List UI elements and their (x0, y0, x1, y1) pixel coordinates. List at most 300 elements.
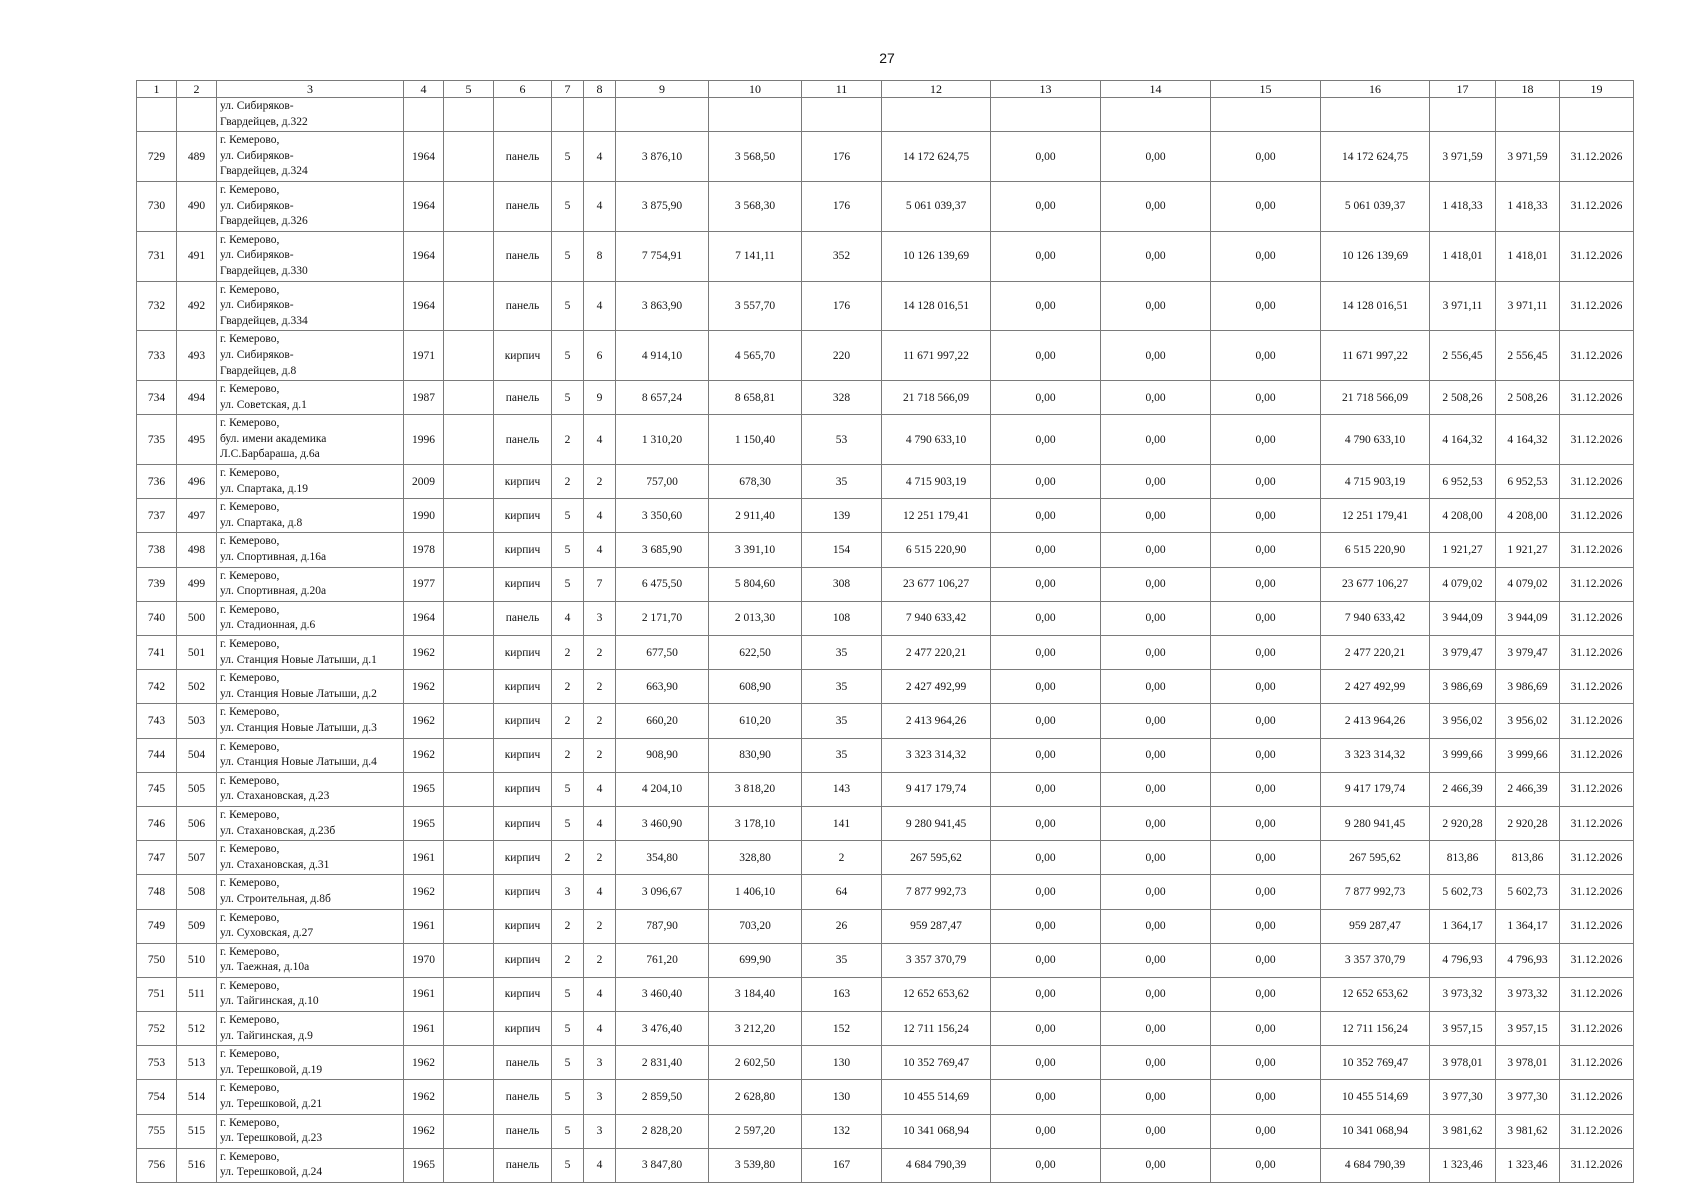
cell-col-12: 11 671 997,22 (882, 331, 991, 381)
cell-col-14: 0,00 (1101, 331, 1211, 381)
cell-col-9: 660,20 (616, 704, 709, 738)
cell-col-10: 3 818,20 (709, 772, 802, 806)
cell-col-4: 1962 (404, 738, 444, 772)
cell-col-6: кирпич (494, 636, 552, 670)
address-line: ул. Таежная, д.10а (220, 961, 310, 974)
address-cell (217, 772, 404, 806)
cell-col-17: 4 164,32 (1430, 415, 1496, 465)
cell-col-7: 5 (552, 231, 584, 281)
cell-col-19: 31.12.2026 (1560, 533, 1634, 567)
address-cell (217, 1012, 404, 1046)
cell-col-1: 740 (137, 601, 177, 635)
cell-col-7: 5 (552, 381, 584, 415)
cell-col-10: 7 141,11 (709, 231, 802, 281)
cell-col-10: 3 391,10 (709, 533, 802, 567)
address-cell (217, 601, 404, 635)
table-row (137, 943, 1634, 977)
cell-col-8: 3 (584, 1080, 616, 1114)
cell-col-17: 4 079,02 (1430, 567, 1496, 601)
cell-col-16: 12 652 653,62 (1321, 977, 1430, 1011)
cell-col-4: 1990 (404, 499, 444, 533)
cell-col-5 (444, 1114, 494, 1148)
cell-col-19: 31.12.2026 (1560, 331, 1634, 381)
cell-col-7: 2 (552, 738, 584, 772)
cell-col-17: 2 508,26 (1430, 381, 1496, 415)
address-cell (217, 567, 404, 601)
cell-col-6: панель (494, 281, 552, 331)
address-line: ул. Терешковой, д.19 (220, 1063, 323, 1076)
cell-col-14: 0,00 (1101, 806, 1211, 840)
cell-col-16: 5 061 039,37 (1321, 181, 1430, 231)
cell-col-7: 2 (552, 670, 584, 704)
cell-col-14: 0,00 (1101, 381, 1211, 415)
cell-col-9 (616, 98, 709, 132)
table-row (137, 415, 1634, 465)
cell-col-11: 130 (802, 1080, 882, 1114)
cell-col-12: 9 280 941,45 (882, 806, 991, 840)
address-line: г. Кемерово, (220, 1048, 280, 1061)
cell-col-17: 1 364,17 (1430, 909, 1496, 943)
cell-col-17: 3 957,15 (1430, 1012, 1496, 1046)
address-line: ул. Тайгинская, д.10 (220, 995, 319, 1008)
cell-col-4: 1964 (404, 231, 444, 281)
cell-col-16: 14 128 016,51 (1321, 281, 1430, 331)
cell-col-16: 2 427 492,99 (1321, 670, 1430, 704)
cell-col-1: 735 (137, 415, 177, 465)
table-row (137, 181, 1634, 231)
cell-col-18: 3 986,69 (1496, 670, 1560, 704)
address-line: г. Кемерово, (220, 1116, 280, 1129)
cell-col-2: 508 (177, 875, 217, 909)
column-number-header-row (137, 81, 1634, 98)
cell-col-8: 2 (584, 704, 616, 738)
address-line: ул. Суховская, д.27 (220, 927, 314, 940)
cell-col-12: 12 251 179,41 (882, 499, 991, 533)
cell-col-14: 0,00 (1101, 601, 1211, 635)
cell-col-16: 959 287,47 (1321, 909, 1430, 943)
cell-col-11: 130 (802, 1046, 882, 1080)
cell-col-7: 5 (552, 181, 584, 231)
cell-col-12: 4 715 903,19 (882, 465, 991, 499)
address-line: г. Кемерово, (220, 1150, 280, 1163)
cell-col-15: 0,00 (1211, 533, 1321, 567)
cell-col-9: 7 754,91 (616, 231, 709, 281)
cell-col-9: 3 685,90 (616, 533, 709, 567)
cell-col-10: 622,50 (709, 636, 802, 670)
cell-col-5 (444, 181, 494, 231)
table-row (137, 977, 1634, 1011)
cell-col-11: 2 (802, 841, 882, 875)
address-cell (217, 381, 404, 415)
address-line: ул. Тайгинская, д.9 (220, 1029, 313, 1042)
cell-col-10: 3 557,70 (709, 281, 802, 331)
cell-col-1 (137, 98, 177, 132)
cell-col-4: 1996 (404, 415, 444, 465)
cell-col-19: 31.12.2026 (1560, 465, 1634, 499)
cell-col-13: 0,00 (991, 132, 1101, 182)
cell-col-13: 0,00 (991, 567, 1101, 601)
cell-col-4: 1962 (404, 1080, 444, 1114)
cell-col-9: 3 863,90 (616, 281, 709, 331)
address-line: Гвардейцев, д.330 (220, 264, 308, 277)
cell-col-16: 9 417 179,74 (1321, 772, 1430, 806)
cell-col-6: кирпич (494, 1012, 552, 1046)
column-header-12: 12 (882, 81, 991, 98)
cell-col-14: 0,00 (1101, 943, 1211, 977)
cell-col-11: 108 (802, 601, 882, 635)
cell-col-7: 2 (552, 704, 584, 738)
cell-col-17: 1 323,46 (1430, 1148, 1496, 1182)
cell-col-18 (1496, 98, 1560, 132)
cell-col-10: 2 013,30 (709, 601, 802, 635)
cell-col-11: 35 (802, 704, 882, 738)
cell-col-15: 0,00 (1211, 670, 1321, 704)
cell-col-11: 35 (802, 738, 882, 772)
cell-col-19: 31.12.2026 (1560, 806, 1634, 840)
cell-col-10: 1 406,10 (709, 875, 802, 909)
cell-col-5 (444, 533, 494, 567)
cell-col-19: 31.12.2026 (1560, 181, 1634, 231)
cell-col-17: 1 418,33 (1430, 181, 1496, 231)
cell-col-1: 749 (137, 909, 177, 943)
cell-col-16: 21 718 566,09 (1321, 381, 1430, 415)
cell-col-12: 959 287,47 (882, 909, 991, 943)
cell-col-1: 755 (137, 1114, 177, 1148)
cell-col-7: 5 (552, 567, 584, 601)
cell-col-14: 0,00 (1101, 1148, 1211, 1182)
cell-col-5 (444, 977, 494, 1011)
cell-col-7: 2 (552, 943, 584, 977)
cell-col-6: панель (494, 381, 552, 415)
cell-col-5 (444, 636, 494, 670)
cell-col-12: 14 172 624,75 (882, 132, 991, 182)
table-row (137, 1148, 1634, 1182)
cell-col-10: 3 178,10 (709, 806, 802, 840)
cell-col-7: 5 (552, 806, 584, 840)
address-line: ул. Сибиряков- (220, 299, 294, 312)
cell-col-12: 2 413 964,26 (882, 704, 991, 738)
cell-col-11: 167 (802, 1148, 882, 1182)
address-line: Гвардейцев, д.334 (220, 314, 308, 327)
cell-col-1: 737 (137, 499, 177, 533)
cell-col-1: 753 (137, 1046, 177, 1080)
column-header-13: 13 (991, 81, 1101, 98)
cell-col-12: 5 061 039,37 (882, 181, 991, 231)
cell-col-4: 1962 (404, 636, 444, 670)
cell-col-1: 743 (137, 704, 177, 738)
cell-col-16: 23 677 106,27 (1321, 567, 1430, 601)
address-line: г. Кемерово, (220, 603, 280, 616)
cell-col-6: панель (494, 132, 552, 182)
cell-col-18: 3 971,11 (1496, 281, 1560, 331)
cell-col-15: 0,00 (1211, 1080, 1321, 1114)
cell-col-7: 2 (552, 636, 584, 670)
cell-col-15: 0,00 (1211, 281, 1321, 331)
cell-col-15: 0,00 (1211, 331, 1321, 381)
cell-col-11: 163 (802, 977, 882, 1011)
cell-col-18: 3 957,15 (1496, 1012, 1560, 1046)
cell-col-9: 3 096,67 (616, 875, 709, 909)
cell-col-5 (444, 331, 494, 381)
cell-col-18: 2 466,39 (1496, 772, 1560, 806)
cell-col-13: 0,00 (991, 381, 1101, 415)
address-cell (217, 1148, 404, 1182)
cell-col-18: 3 971,59 (1496, 132, 1560, 182)
cell-col-14: 0,00 (1101, 841, 1211, 875)
cell-col-5 (444, 231, 494, 281)
cell-col-2: 491 (177, 231, 217, 281)
cell-col-19: 31.12.2026 (1560, 281, 1634, 331)
address-line: г. Кемерово, (220, 467, 280, 480)
cell-col-12 (882, 98, 991, 132)
cell-col-2: 492 (177, 281, 217, 331)
column-header-11: 11 (802, 81, 882, 98)
cell-col-2: 504 (177, 738, 217, 772)
table-row (137, 465, 1634, 499)
cell-col-10: 3 568,30 (709, 181, 802, 231)
cell-col-6: панель (494, 231, 552, 281)
cell-col-17: 3 944,09 (1430, 601, 1496, 635)
cell-col-14: 0,00 (1101, 772, 1211, 806)
cell-col-19: 31.12.2026 (1560, 943, 1634, 977)
column-header-7: 7 (552, 81, 584, 98)
cell-col-8: 4 (584, 806, 616, 840)
cell-col-8: 4 (584, 281, 616, 331)
cell-col-8: 3 (584, 601, 616, 635)
cell-col-19: 31.12.2026 (1560, 1114, 1634, 1148)
cell-col-6: кирпич (494, 533, 552, 567)
cell-col-2: 513 (177, 1046, 217, 1080)
cell-col-16: 7 940 633,42 (1321, 601, 1430, 635)
cell-col-16: 12 251 179,41 (1321, 499, 1430, 533)
cell-col-17 (1430, 98, 1496, 132)
cell-col-6: кирпич (494, 738, 552, 772)
address-cell (217, 636, 404, 670)
cell-col-14: 0,00 (1101, 465, 1211, 499)
cell-col-19: 31.12.2026 (1560, 132, 1634, 182)
cell-col-4: 1964 (404, 601, 444, 635)
cell-col-13: 0,00 (991, 738, 1101, 772)
address-cell (217, 231, 404, 281)
cell-col-8: 2 (584, 841, 616, 875)
cell-col-5 (444, 601, 494, 635)
address-line: ул. Стахановская, д.23 (220, 790, 330, 803)
cell-col-8: 4 (584, 875, 616, 909)
cell-col-8: 2 (584, 636, 616, 670)
cell-col-15: 0,00 (1211, 636, 1321, 670)
cell-col-6: кирпич (494, 977, 552, 1011)
cell-col-13: 0,00 (991, 806, 1101, 840)
cell-col-6: кирпич (494, 875, 552, 909)
cell-col-13: 0,00 (991, 636, 1101, 670)
cell-col-15: 0,00 (1211, 1046, 1321, 1080)
address-cell (217, 132, 404, 182)
table-row (137, 567, 1634, 601)
cell-col-10: 3 568,50 (709, 132, 802, 182)
cell-col-15: 0,00 (1211, 415, 1321, 465)
cell-col-11: 176 (802, 181, 882, 231)
address-line: Гвардейцев, д.322 (220, 115, 308, 128)
cell-col-6: кирпич (494, 704, 552, 738)
cell-col-16: 3 323 314,32 (1321, 738, 1430, 772)
cell-col-2: 489 (177, 132, 217, 182)
cell-col-15: 0,00 (1211, 875, 1321, 909)
column-header-15: 15 (1211, 81, 1321, 98)
cell-col-2: 502 (177, 670, 217, 704)
cell-col-18: 3 973,32 (1496, 977, 1560, 1011)
cell-col-14: 0,00 (1101, 1114, 1211, 1148)
address-line: ул. Терешковой, д.24 (220, 1166, 323, 1179)
cell-col-2: 498 (177, 533, 217, 567)
cell-col-14: 0,00 (1101, 231, 1211, 281)
address-line: г. Кемерово, (220, 774, 280, 787)
address-line: ул. Спортивная, д.20а (220, 585, 327, 598)
cell-col-9: 4 204,10 (616, 772, 709, 806)
cell-col-7: 5 (552, 1046, 584, 1080)
address-line: ул. Сибиряков- (220, 100, 294, 112)
address-cell (217, 977, 404, 1011)
address-line: ул. Терешковой, д.21 (220, 1098, 323, 1111)
cell-col-5 (444, 499, 494, 533)
table-row (137, 1080, 1634, 1114)
cell-col-1: 733 (137, 331, 177, 381)
cell-col-15: 0,00 (1211, 465, 1321, 499)
cell-col-9: 677,50 (616, 636, 709, 670)
cell-col-17: 3 977,30 (1430, 1080, 1496, 1114)
address-line: ул. Станция Новые Латыши, д.2 (220, 687, 377, 700)
cell-col-4: 1971 (404, 331, 444, 381)
cell-col-2: 499 (177, 567, 217, 601)
cell-col-11: 139 (802, 499, 882, 533)
cell-col-15: 0,00 (1211, 499, 1321, 533)
cell-col-18: 1 418,33 (1496, 181, 1560, 231)
address-cell (217, 943, 404, 977)
address-cell (217, 1046, 404, 1080)
cell-col-12: 7 877 992,73 (882, 875, 991, 909)
cell-col-6: панель (494, 1046, 552, 1080)
cell-col-11: 152 (802, 1012, 882, 1046)
cell-col-13: 0,00 (991, 772, 1101, 806)
cell-col-5 (444, 98, 494, 132)
address-line: г. Кемерово, (220, 911, 280, 924)
address-cell (217, 1080, 404, 1114)
cell-col-17: 5 602,73 (1430, 875, 1496, 909)
cell-col-15: 0,00 (1211, 841, 1321, 875)
cell-col-18: 2 556,45 (1496, 331, 1560, 381)
cell-col-5 (444, 738, 494, 772)
cell-col-7: 4 (552, 601, 584, 635)
table-row (137, 636, 1634, 670)
address-line: г. Кемерово, (220, 383, 280, 396)
cell-col-18: 3 999,66 (1496, 738, 1560, 772)
cell-col-12: 2 427 492,99 (882, 670, 991, 704)
cell-col-11: 143 (802, 772, 882, 806)
address-line: ул. Советская, д.1 (220, 398, 307, 411)
cell-col-11: 352 (802, 231, 882, 281)
table-row (137, 98, 1634, 132)
cell-col-5 (444, 567, 494, 601)
table-row (137, 670, 1634, 704)
cell-col-19: 31.12.2026 (1560, 1046, 1634, 1080)
cell-col-4: 2009 (404, 465, 444, 499)
cell-col-1: 746 (137, 806, 177, 840)
address-line: Л.С.Барбараша, д.6а (220, 448, 320, 461)
cell-col-5 (444, 772, 494, 806)
address-line: ул. Стадионная, д.6 (220, 619, 316, 632)
address-line: г. Кемерово, (220, 672, 280, 685)
address-line: г. Кемерово, (220, 877, 280, 890)
address-cell (217, 875, 404, 909)
cell-col-17: 3 971,59 (1430, 132, 1496, 182)
address-cell (217, 98, 404, 132)
cell-col-9: 2 831,40 (616, 1046, 709, 1080)
cell-col-9: 3 847,80 (616, 1148, 709, 1182)
cell-col-5 (444, 909, 494, 943)
cell-col-8: 4 (584, 415, 616, 465)
cell-col-18: 2 920,28 (1496, 806, 1560, 840)
cell-col-11: 141 (802, 806, 882, 840)
cell-col-13: 0,00 (991, 670, 1101, 704)
table-row (137, 381, 1634, 415)
cell-col-12: 12 652 653,62 (882, 977, 991, 1011)
cell-col-19: 31.12.2026 (1560, 909, 1634, 943)
cell-col-18: 1 364,17 (1496, 909, 1560, 943)
cell-col-7: 3 (552, 875, 584, 909)
cell-col-15: 0,00 (1211, 1012, 1321, 1046)
cell-col-14: 0,00 (1101, 1046, 1211, 1080)
cell-col-11: 308 (802, 567, 882, 601)
cell-col-14: 0,00 (1101, 533, 1211, 567)
cell-col-4: 1964 (404, 281, 444, 331)
cell-col-9: 3 875,90 (616, 181, 709, 231)
cell-col-5 (444, 281, 494, 331)
address-cell (217, 1114, 404, 1148)
cell-col-6: панель (494, 1114, 552, 1148)
cell-col-10: 3 212,20 (709, 1012, 802, 1046)
cell-col-4: 1961 (404, 909, 444, 943)
cell-col-16: 267 595,62 (1321, 841, 1430, 875)
cell-col-7: 5 (552, 533, 584, 567)
cell-col-16: 9 280 941,45 (1321, 806, 1430, 840)
cell-col-9: 1 310,20 (616, 415, 709, 465)
cell-col-15: 0,00 (1211, 1114, 1321, 1148)
cell-col-7: 5 (552, 977, 584, 1011)
cell-col-14: 0,00 (1101, 670, 1211, 704)
cell-col-2: 501 (177, 636, 217, 670)
cell-col-14: 0,00 (1101, 567, 1211, 601)
cell-col-11: 64 (802, 875, 882, 909)
cell-col-6: панель (494, 415, 552, 465)
cell-col-11: 132 (802, 1114, 882, 1148)
cell-col-2: 500 (177, 601, 217, 635)
cell-col-13: 0,00 (991, 181, 1101, 231)
cell-col-7: 5 (552, 1012, 584, 1046)
address-line: г. Кемерово, (220, 535, 280, 548)
cell-col-4: 1965 (404, 1148, 444, 1182)
cell-col-2: 495 (177, 415, 217, 465)
cell-col-14: 0,00 (1101, 499, 1211, 533)
column-header-5: 5 (444, 81, 494, 98)
cell-col-13: 0,00 (991, 231, 1101, 281)
table-row (137, 909, 1634, 943)
address-line: ул. Сибиряков- (220, 149, 294, 162)
table-row (137, 281, 1634, 331)
address-line: г. Кемерово, (220, 1014, 280, 1027)
cell-col-19: 31.12.2026 (1560, 381, 1634, 415)
cell-col-18: 1 418,01 (1496, 231, 1560, 281)
cell-col-9: 3 460,90 (616, 806, 709, 840)
address-cell (217, 738, 404, 772)
